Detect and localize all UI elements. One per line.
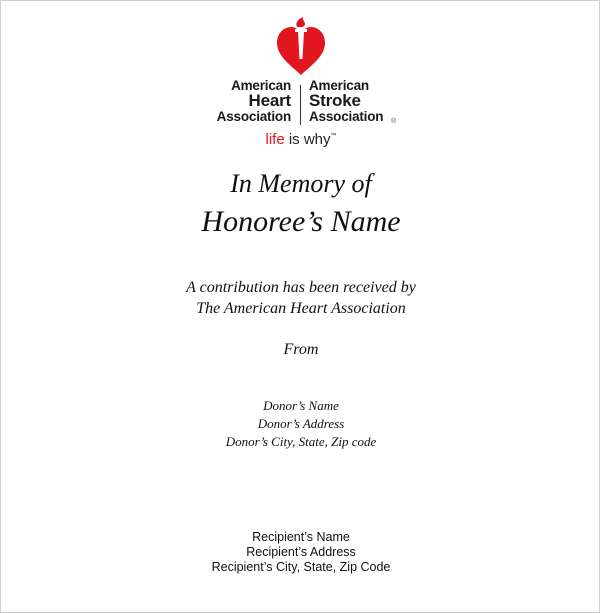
contribution-line-2: The American Heart Association [196, 300, 406, 317]
honoree-name: Honoree’s Name [201, 205, 401, 238]
recipient-city-state-zip: Recipient’s City, State, Zip Code [211, 560, 391, 574]
american-stroke-association-wordmark [309, 78, 383, 124]
card-title: In Memory of [230, 169, 372, 198]
donor-address: Donor’s Address [257, 416, 345, 431]
org-right-line-1: American [309, 78, 369, 93]
org-right-line-3: Association [309, 109, 384, 124]
from-label: From [283, 341, 319, 358]
org-left-line-1: American [231, 78, 291, 93]
american-heart-association-wordmark [217, 78, 291, 124]
aha-logo [1, 1, 600, 161]
tagline-rest: is why [284, 131, 331, 148]
logo-divider [300, 85, 301, 125]
org-right-line-2: Stroke [309, 91, 361, 110]
org-left-line-2: Heart [248, 91, 291, 110]
recipient-address: Recipient’s Address [246, 545, 356, 559]
donor-name: Donor’s Name [263, 398, 339, 413]
donor-city-state-zip: Donor’s City, State, Zip code [225, 434, 377, 449]
recipient-name: Recipient’s Name [252, 530, 350, 544]
heart-torch-icon [275, 15, 327, 77]
org-left-line-3: Association [216, 109, 291, 124]
tagline [1, 131, 600, 148]
registered-mark: ® [391, 118, 397, 125]
tagline-life: life [265, 131, 285, 148]
trademark-mark: ™ [330, 133, 337, 139]
contribution-line-1: A contribution has been received by [186, 279, 416, 296]
